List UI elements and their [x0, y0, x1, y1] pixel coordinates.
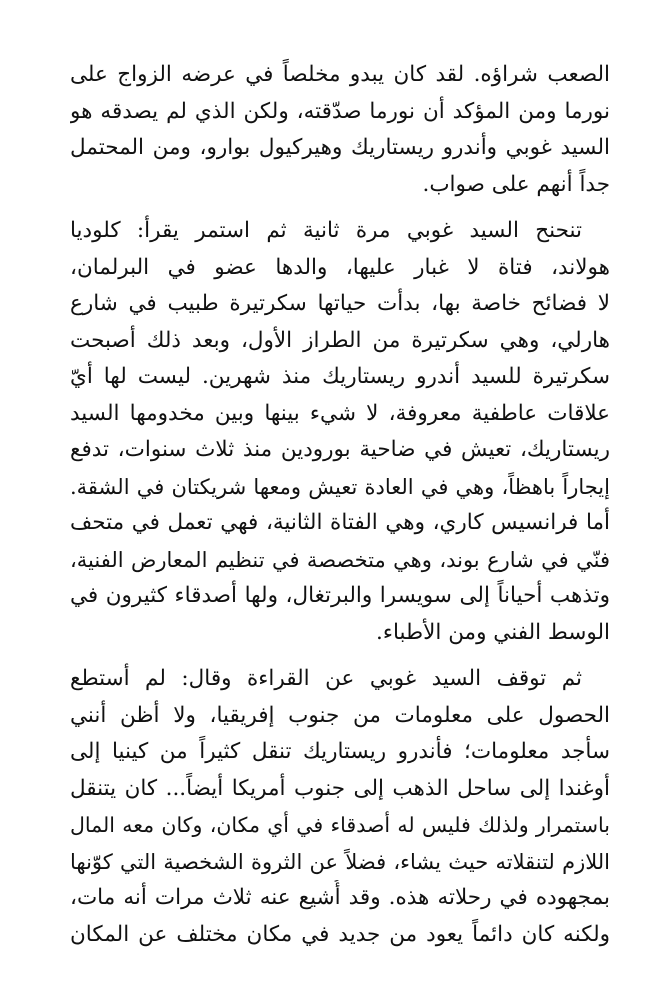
text-line: الصعب شراؤه. لقد كان يبدو مخلصاً في عرضه الزواج على: [70, 62, 610, 87]
text-line: الوسط الفني ومن الأطباء.: [376, 619, 610, 645]
paragraph-2: [70, 213, 610, 651]
text-line: الحصول على معلومات من جنوب إفريقيا، ولا أظن أنني: [70, 702, 610, 728]
text-line: ولكنه كان دائماً يعود من جديد في مكان مختلف عن المكان: [70, 921, 610, 947]
text-line: بمجهوده في رحلاته هذه. وقد أُشيع عنه ثلاث مرات أنه مات،: [70, 885, 610, 910]
text-line: أوغندا إلى ساحل الذهب إلى جنوب أمريكا أيضاً... كان يتنقل: [70, 775, 610, 801]
paragraph-spacer: [70, 651, 610, 661]
text-line: علاقات عاطفية معروفة، لا شيء بينها وبين مخدومها السيد: [70, 400, 610, 426]
text-line: اللازم لتنقلاته حيث يشاء، فضلاً عن الثروة الشخصية التي كوّنها: [70, 849, 610, 874]
text-line: وتذهب أحياناً إلى سويسرا والبرتغال، ولها أصدقاء كثيرون في: [70, 583, 610, 608]
text-line: ثم توقف السيد غوبي عن القراءة وقال: لم أستطع: [70, 666, 582, 691]
text-line: لا فضائح خاصة بها، بدأت حياتها سكرتيرة طبيب في شارع: [70, 291, 610, 316]
text-line: ريستاريك، تعيش في ضاحية بورودين منذ ثلاث سنوات، تدفع: [70, 437, 610, 462]
text-line: هارلي، وهي سكرتيرة من الطراز الأول، وبعد ذلك أصبحت: [70, 327, 610, 353]
text-line: السيد غوبي وأندرو ريستاريك وهيركيول بوارو، ومن المحتمل: [70, 135, 610, 160]
text-line: هولاند، فتاة لا غبار عليها، والدها عضو في البرلمان،: [70, 254, 610, 280]
text-line: فنّي في شارع بوند، وهي متخصصة في تنظيم المعارض الفنية،: [70, 547, 610, 572]
text-line: نورما ومن المؤكد أن نورما صدّقته، ولكن الذي لم يصدقه هو: [70, 98, 610, 124]
text-line: سأجد معلومات؛ فأندرو ريستاريك تنقل كثيراً من كينيا إلى: [70, 739, 610, 764]
paragraph-3: [70, 661, 610, 953]
text-line: تنحنح السيد غوبي مرة ثانية ثم استمر يقرأ: كلوديا: [70, 218, 582, 243]
text-column: [70, 57, 610, 953]
text-line: إيجاراً باهظاً، وهي في العادة تعيش ومعها شريكتان في الشقة.: [70, 474, 610, 499]
text-line: أما فرانسيس كاري، وهي الفتاة الثانية، فهي تعمل في متحف: [70, 510, 610, 535]
paragraph-spacer: [70, 203, 610, 213]
paragraph-1: [70, 57, 610, 203]
text-line: سكرتيرة للسيد أندرو ريستاريك منذ شهرين. ليست لها أيّ: [70, 364, 610, 389]
text-line: جداً أنهم على صواب.: [422, 171, 610, 197]
text-line: باستمرار ولذلك فليس له أصدقاء في أي مكان، وكان معه المال: [70, 813, 610, 837]
